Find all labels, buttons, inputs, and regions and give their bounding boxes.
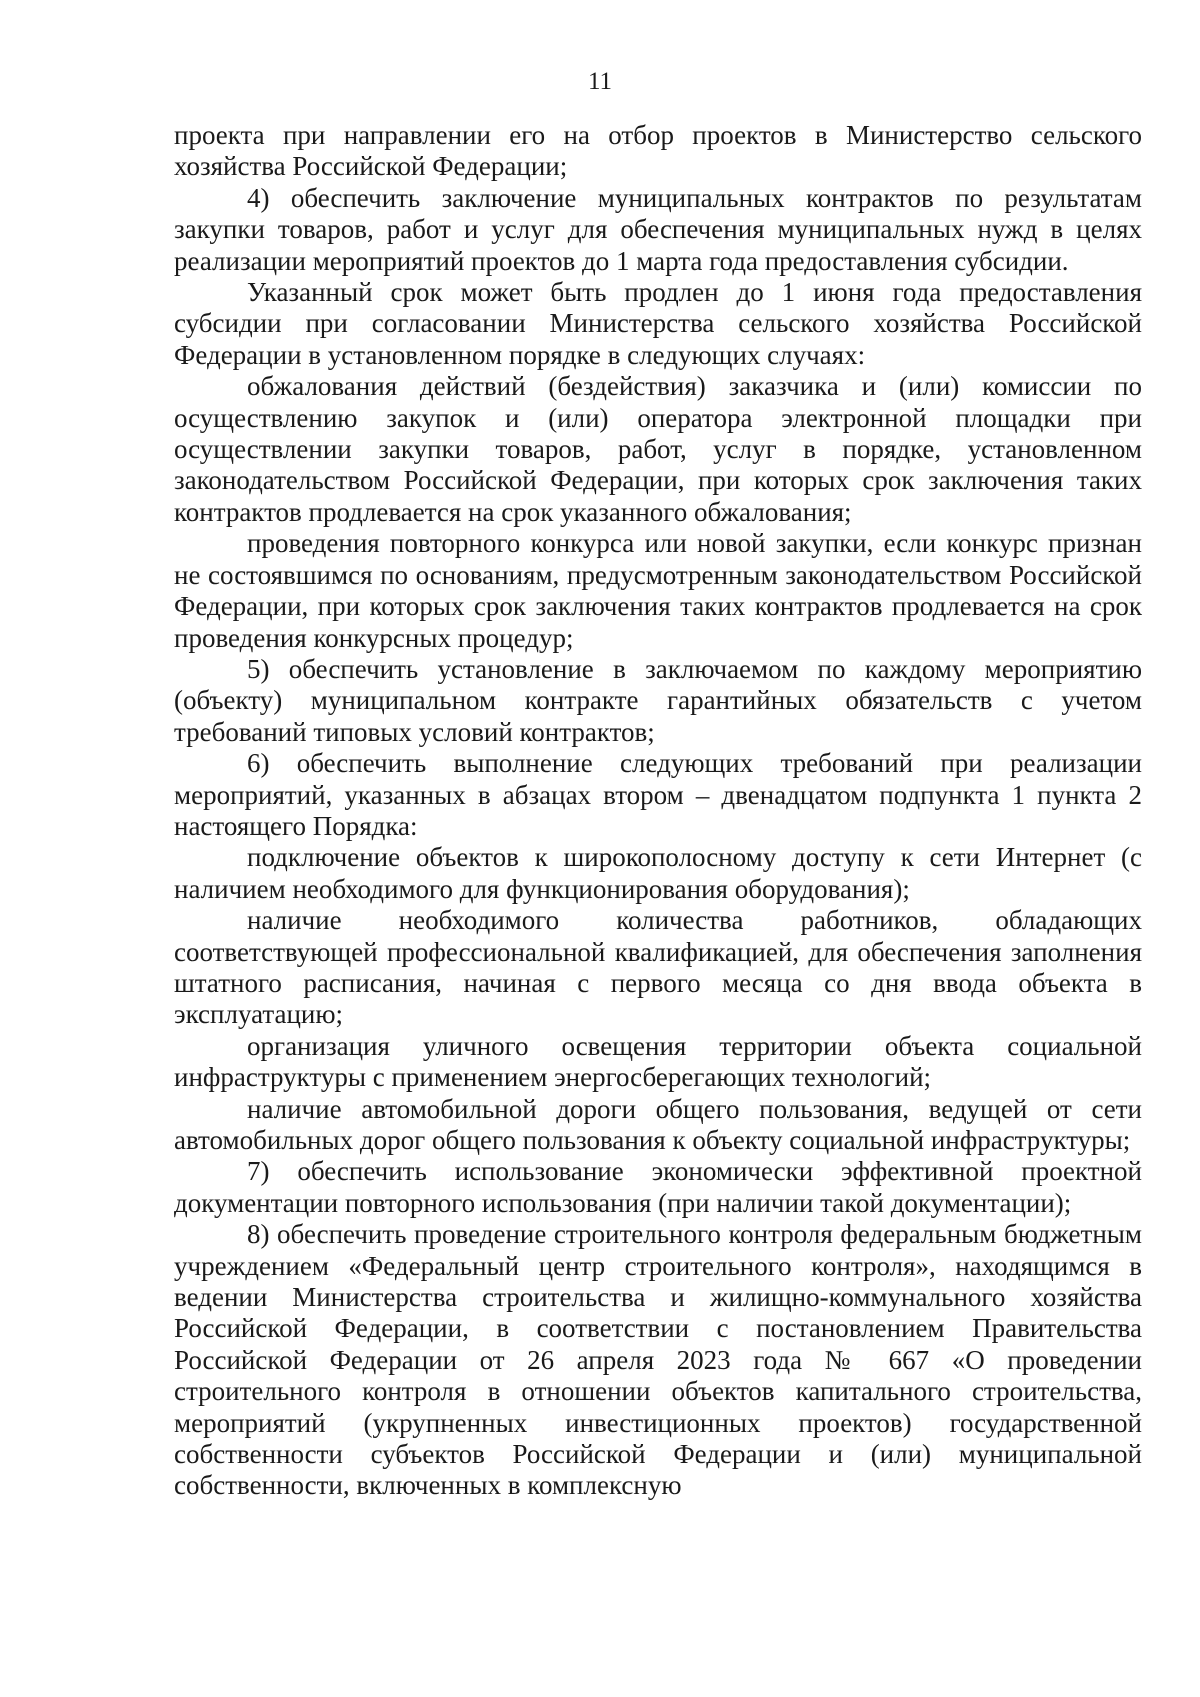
paragraph-deadline-extension: Указанный срок может быть продлен до 1 июня года предоставления субсидии при согласовании Министерства сельского хозяйства Российской Федерации в установленном порядке в следующих случаях: xyxy=(174,277,1142,370)
page-number: 11 xyxy=(587,68,613,95)
paragraph-continuation: проекта при направлении его на отбор проектов в Министерство сельского хозяйства Российской Федерации; xyxy=(174,120,1142,182)
paragraph-item-6: 6) обеспечить выполнение следующих требований при реализации мероприятий, указанных в абзацах втором – двенадцатом подпункта 1 пункта 2 настоящего Порядка: xyxy=(174,748,1142,841)
paragraph-item-8: 8) обеспечить проведение строительного контроля федеральным бюджетным учреждением «Федеральный центр строительного контроля», находящимся в ведении Министерства строительства и жилищно-коммунального хозяйства Российской Федерации, в соответствии с постановлением Правительства Российской Федерации от 26 апреля 2023 года № 667 «О проведении строительного контроля в отношении объектов капитального строительства, мероприятий (укрупненных инвестиционных проектов) государственной собственности субъектов Российской Федерации и (или) муниципальной собственности, включенных в комплексную xyxy=(174,1219,1142,1501)
paragraph-req-lighting: организация уличного освещения территории объекта социальной инфраструктуры с применением энергосберегающих технологий; xyxy=(174,1030,1142,1093)
paragraph-case-retender: проведения повторного конкурса или новой закупки, если конкурс признан не состоявшимся по основаниям, предусмотренным законодательством Российской Федерации, при которых срок заключения таких контрактов продлевается на срок проведения конкурсных процедур; xyxy=(174,528,1142,653)
paragraph-item-5: 5) обеспечить установление в заключаемом по каждому мероприятию (объекту) муниципальном контракте гарантийных обязательств с учетом требований типовых условий контрактов; xyxy=(174,653,1142,747)
paragraph-item-4: 4) обеспечить заключение муниципальных контрактов по результатам закупки товаров, работ и услуг для обеспечения муниципальных нужд в целях реализации мероприятий проектов до 1 марта года предоставления субсидии. xyxy=(174,182,1142,276)
paragraph-req-road: наличие автомобильной дороги общего пользования, ведущей от сети автомобильных дорог общего пользования к объекту социальной инфраструктуры; xyxy=(174,1093,1142,1155)
paragraph-case-appeal: обжалования действий (бездействия) заказчика и (или) комиссии по осуществлению закупок и (или) оператора электронной площадки при осуществлении закупки товаров, работ, услуг в порядке, установленном законодательством Российской Федерации, при которых срок заключения таких контрактов продлевается на срок указанного обжалования; xyxy=(174,371,1142,527)
paragraph-req-staff: наличие необходимого количества работников, обладающих соответствующей профессиональной квалификацией, для обеспечения заполнения штатного расписания, начиная с первого месяца со дня ввода объекта в эксплуатацию; xyxy=(174,905,1142,1030)
paragraph-req-internet: подключение объектов к широкополосному доступу к сети Интернет (с наличием необходимого для функционирования оборудования); xyxy=(174,842,1142,904)
document-body xyxy=(174,120,1142,1502)
paragraph-item-7: 7) обеспечить использование экономически эффективной проектной документации повторного использования (при наличии такой документации); xyxy=(174,1156,1142,1218)
